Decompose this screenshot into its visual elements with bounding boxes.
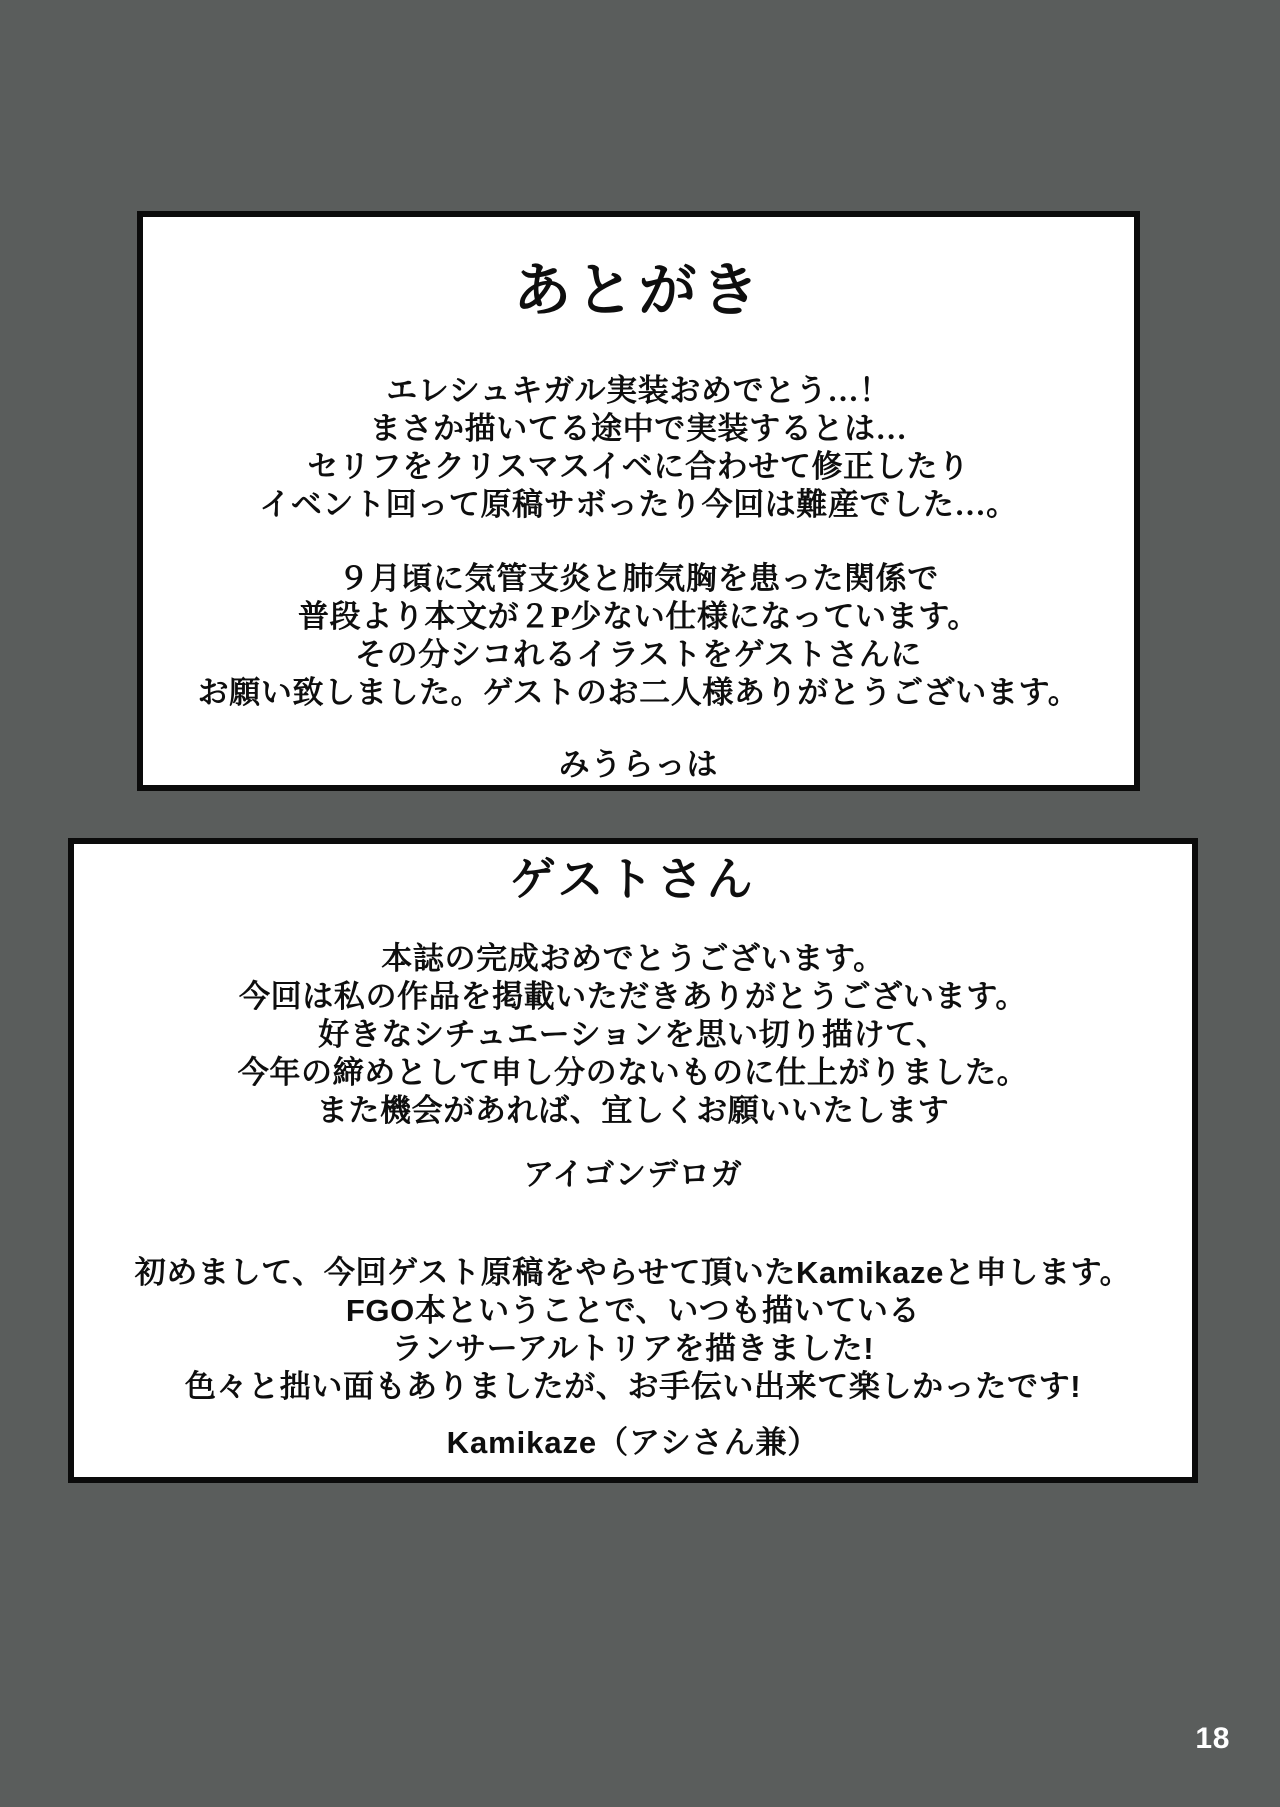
afterword-author-signature: みうらっは: [558, 746, 719, 782]
afterword-title: あとがき: [513, 258, 764, 323]
text-line: お願い致しました。ゲストのお二人様ありがとうございます。: [197, 674, 1080, 710]
text-line: また機会があれば、宜しくお願いいたします: [316, 1093, 950, 1129]
text-line: ９月頃に気管支炎と肺気胸を患った関係で: [338, 560, 939, 596]
guest1-message: [74, 940, 1192, 1130]
guest2-message: [74, 1254, 1192, 1406]
text-line: 今回は私の作品を掲載いただきありがとうございます。: [238, 979, 1028, 1015]
afterword-paragraph-2: [143, 560, 1134, 712]
text-line: 普段より本文が２P少ない仕様になっています。: [297, 598, 980, 634]
text-line: エレシュキガル実装おめでとう…！: [386, 372, 891, 408]
afterword-box: [137, 211, 1140, 791]
text-line: まさか描いてる途中で実装するとは…: [369, 410, 908, 446]
guest1-signature: アイゴンデロガ: [523, 1157, 743, 1193]
text-line: 本誌の完成おめでとうございます。: [381, 941, 885, 977]
text-line: 色々と拙い面もありましたが、お手伝い出来て楽しかったです!: [184, 1369, 1082, 1405]
text-line: FGO本ということで、いつも描いている: [345, 1293, 921, 1329]
text-line: その分シコれるイラストをゲストさんに: [355, 636, 922, 672]
text-line: イベント回って原稿サボったり今回は難産でした…。: [259, 486, 1018, 522]
text-line: 初めまして、今回ゲスト原稿をやらせて頂いたKamikazeと申します。: [134, 1255, 1132, 1291]
text-line: セリフをクリスマスイベに合わせて修正したり: [307, 448, 970, 484]
text-line: 今年の締めとして申し分のないものに仕上がりました。: [237, 1055, 1029, 1091]
text-line: 好きなシチュエーションを思い切り描けて、: [318, 1017, 948, 1053]
guests-title: ゲストさん: [509, 854, 757, 905]
text-line: ランサーアルトリアを描きました!: [391, 1331, 875, 1367]
page-number: 18: [1195, 1722, 1230, 1755]
guests-box: [68, 838, 1198, 1483]
guest2-signature: Kamikaze（アシさん兼）: [446, 1425, 820, 1461]
afterword-paragraph-1: [143, 372, 1134, 524]
